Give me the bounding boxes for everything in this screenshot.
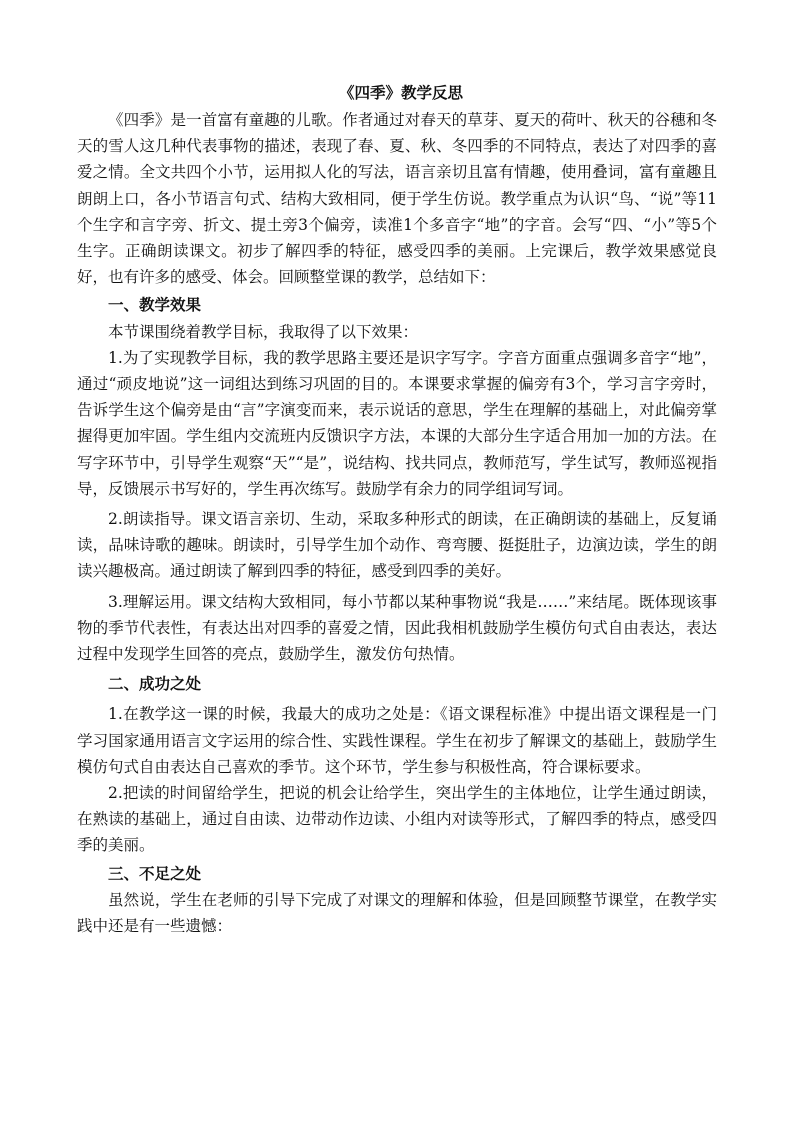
document-title: 《四季》教学反思 — [338, 83, 463, 102]
success-item-1: 1.在教学这一课的时候，我最大的成功之处是：《语文课程标准》中提出语文课程是一门学习国家通用语言文字运用的综合性、实践性课程。学生在初步了解课文的基础上，鼓励学生模仿句式自由表达自己喜欢的季节。这个环节，学生参与积极性高，符合课标要求。 — [77, 705, 717, 776]
document-page — [77, 81, 717, 939]
effect-item-2: 2.朗读指导。课文语言亲切、生动，采取多种形式的朗读，在正确朗读的基础上，反复诵读，品味诗歌的趣味。朗读时，引导学生加个动作、弯弯腰、挺挺肚子，边演边读，学生的朗读兴趣极高。通过朗读了解到四季的特征，感受到四季的美好。 — [77, 510, 717, 581]
effect-intro-paragraph: 本节课围绕着教学目标，我取得了以下效果： — [108, 322, 419, 341]
success-item-2: 2.把读的时间留给学生，把说的机会让给学生，突出学生的主体地位，让学生通过朗读，在熟读的基础上，通过自由读、边带动作边读、小组内对读等形式，了解四季的特点，感受四季的美丽。 — [77, 784, 717, 855]
section-heading-success: 二、成功之处 — [108, 674, 202, 694]
section-heading-shortcomings: 三、不足之处 — [108, 863, 202, 883]
shortcomings-paragraph: 虽然说，学生在老师的引导下完成了对课文的理解和体验，但是回顾整节课堂，在教学实践中还是有一些遗憾： — [77, 890, 717, 936]
effect-item-1: 1.为了实现教学目标，我的教学思路主要还是识字写字。字音方面重点强调多音字“地”，通过“顽皮地说”这一词组达到练习巩固的目的。本课要求掌握的偏旁有3个，学习言字旁时，告诉学生这个偏旁是由“言”字演变而来，表示说话的意思，学生在理解的基础上，对此偏旁掌握得更加牢固。学生组内交流班内反馈识字方法，本课的大部分生字适合用加一加的方法。在写字环节中，引导学生观察“天”“是”，说结构、找共同点，教师范写，学生试写，教师巡视指导，反馈展示书写好的，学生再次练写。鼓励学有余力的同学组词写词。 — [77, 348, 717, 498]
effect-item-3: 3.理解运用。课文结构大致相同，每小节都以某种事物说“我是……”来结尾。既体现该事物的季节代表性，有表达出对四季的喜爱之情，因此我相机鼓励学生模仿句式自由表达，表达过程中发现学生回答的亮点，鼓励学生，激发仿句热情。 — [77, 592, 717, 664]
intro-paragraph: 《四季》是一首富有童趣的儿歌。作者通过对春天的草芽、夏天的荷叶、秋天的谷穗和冬天的雪人这几种代表事物的描述，表现了春、夏、秋、冬四季的不同特点，表达了对四季的喜爱之情。全文共四个小节，运用拟人化的写法，语言亲切且富有情趣，使用叠词，富有童趣且朗朗上口，各小节语言句式、结构大致相同，便于学生仿说。教学重点为认识“鸟、“说”等11个生字和言字旁、折文、提土旁3个偏旁，读准1个多音字“地”的字音。会写“四、“小”等5个生字。正确朗读课文。初步了解四季的特征，感受四季的美丽。上完课后，教学效果感觉良好，也有许多的感受、体会。回顾整堂课的教学，总结如下： — [77, 111, 717, 287]
section-heading-teaching-effect: 一、教学效果 — [108, 295, 202, 315]
